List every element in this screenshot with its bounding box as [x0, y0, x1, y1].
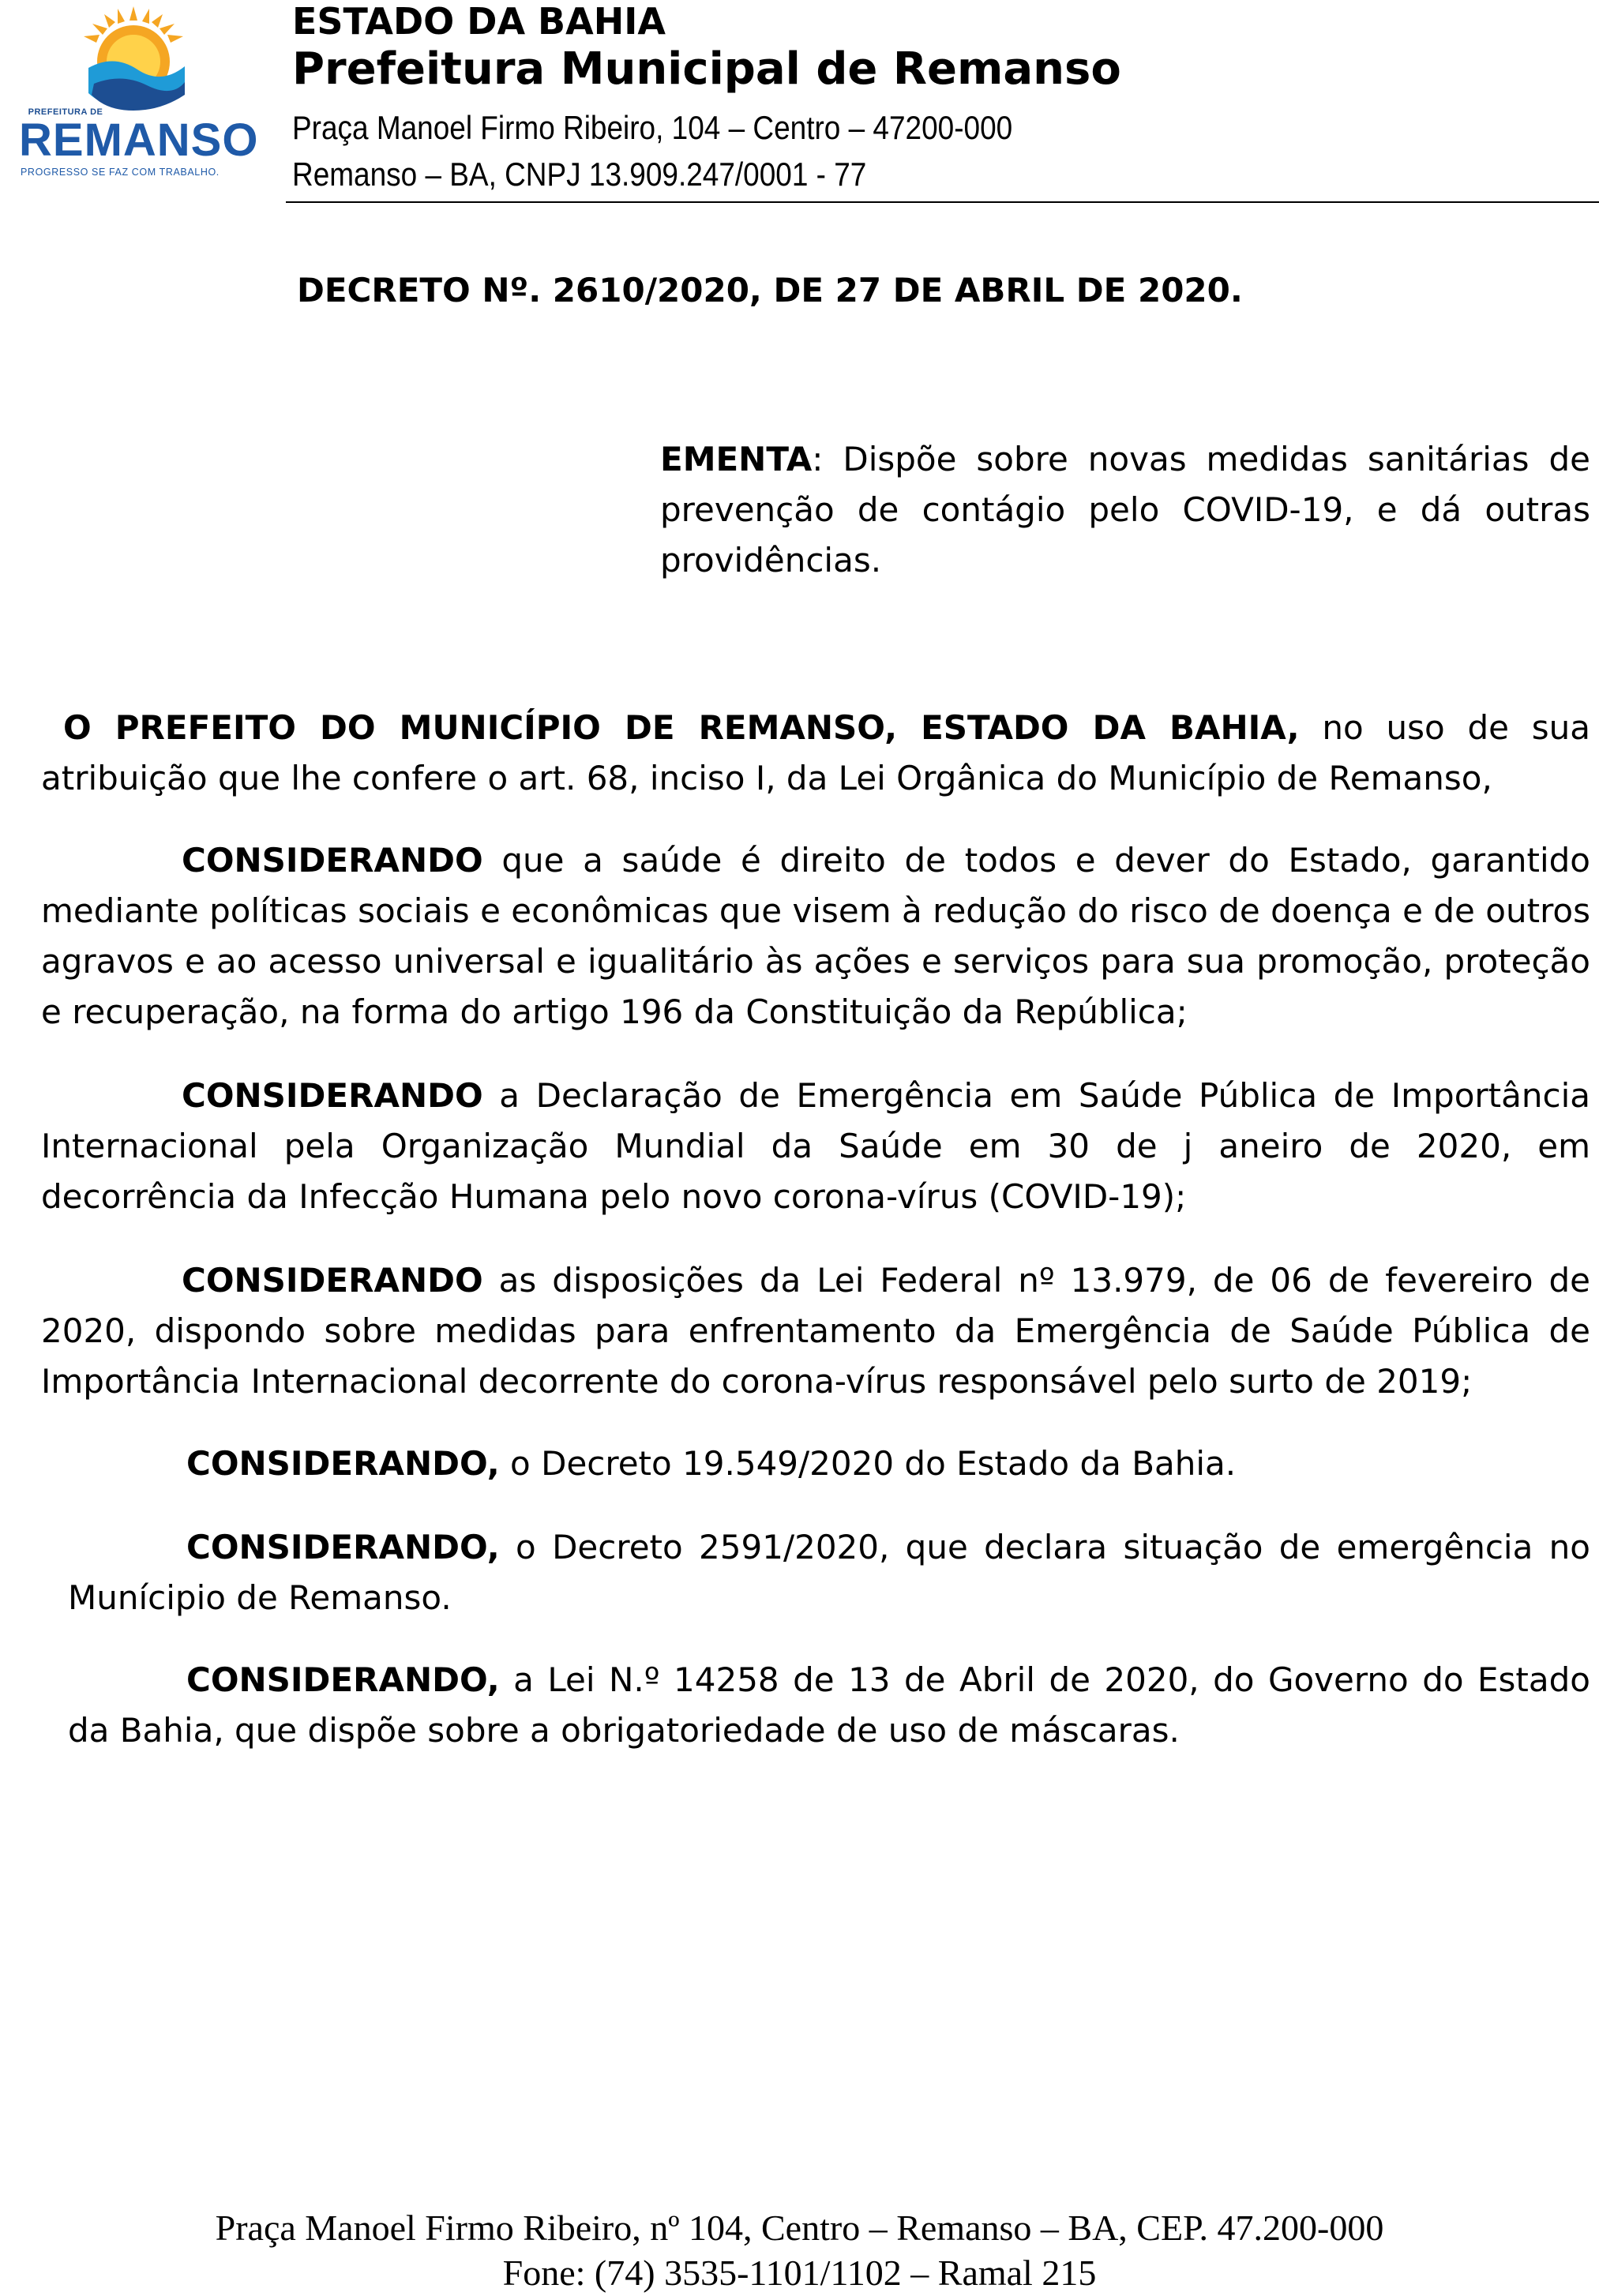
- header-prefeitura: Prefeitura Municipal de Remanso: [292, 43, 1121, 95]
- header-address-line1: Praça Manoel Firmo Ribeiro, 104 – Centro – 47200-000: [292, 109, 1013, 146]
- considerando-paragraph: [41, 1071, 1590, 1222]
- intro-bold: O PREFEITO DO MUNICÍPIO DE REMANSO, ESTADO DA BAHIA,: [63, 708, 1300, 747]
- considerando-label: CONSIDERANDO: [182, 1261, 483, 1300]
- header-state: ESTADO DA BAHIA: [292, 0, 666, 43]
- considerando-text: as disposições da Lei Federal nº 13.979, de 06 de fevereiro de 2020, dispondo sobre medidas para enfrentamento da Emergência de Saúde Pública de Importância Internacional decorrente do corona-vírus responsável pelo surto de 2019;: [41, 1261, 1590, 1401]
- considerando-label: CONSIDERANDO: [182, 1076, 483, 1115]
- ementa-text: : Dispõe sobre novas medidas sanitárias de prevenção de contágio pelo COVID-19, e dá outras providências.: [660, 440, 1590, 580]
- considerando-text: a Lei N.º 14258 de 13 de Abril de 2020, do Governo do Estado da Bahia, que dispõe sobre a obrigatoriedade de uso de máscaras.: [68, 1660, 1590, 1750]
- considerando-label: CONSIDERANDO,: [186, 1660, 500, 1699]
- municipality-logo: [19, 6, 259, 178]
- considerando-label: CONSIDERANDO: [182, 841, 483, 880]
- ementa-label: EMENTA: [660, 440, 813, 478]
- header-address-line2: Remanso – BA, CNPJ 13.909.247/0001 - 77: [292, 156, 867, 193]
- considerando-text: que a saúde é direito de todos e dever do Estado, garantido mediante políticas sociais e econômicas que visem à redução do risco de doença e de outros agravos e ao acesso universal e igualitário às ações e serviços para sua promoção, proteção e recuperação, na forma do artigo 196 da Constituição da República;: [41, 841, 1590, 1031]
- considerando-paragraph: [41, 1255, 1590, 1407]
- logo-slogan: PROGRESSO SE FAZ COM TRABALHO.: [21, 167, 220, 178]
- footer-phone: Fone: (74) 3535-1101/1102 – Ramal 215: [502, 2253, 1097, 2293]
- considerando-paragraph: [68, 1522, 1590, 1623]
- header-divider: [286, 201, 1599, 203]
- sun-water-icon: [74, 6, 193, 117]
- ementa: [660, 434, 1590, 586]
- considerando-text: a Declaração de Emergência em Saúde Pública de Importância Internacional pela Organização Mundial da Saúde em 30 de j aneiro de 2020, em decorrência da Infecção Humana pelo novo corona-vírus (COVID-19);: [41, 1076, 1590, 1216]
- intro-text: no uso de sua atribuição que lhe confere o art. 68, inciso I, da Lei Orgânica do Município de Remanso,: [41, 708, 1590, 797]
- logo-small-text: PREFEITURA DE: [28, 107, 103, 117]
- intro-paragraph: [41, 703, 1590, 804]
- logo-brand-text: REMANSO: [19, 114, 259, 166]
- footer-address: Praça Manoel Firmo Ribeiro, nº 104, Centro – Remanso – BA, CEP. 47.200-000: [215, 2208, 1384, 2248]
- considerando-label: CONSIDERANDO,: [186, 1528, 500, 1566]
- considerando-label: CONSIDERANDO,: [186, 1444, 500, 1483]
- considerando-text: o Decreto 19.549/2020 do Estado da Bahia.: [499, 1444, 1237, 1483]
- considerando-paragraph: [41, 835, 1590, 1037]
- considerando-paragraph: [68, 1655, 1590, 1756]
- considerando-paragraph: [68, 1439, 1590, 1489]
- decree-title: DECRETO Nº. 2610/2020, DE 27 DE ABRIL DE 2020.: [297, 271, 1243, 310]
- considerando-text: o Decreto 2591/2020, que declara situação de emergência no Munícipio de Remanso.: [68, 1528, 1590, 1617]
